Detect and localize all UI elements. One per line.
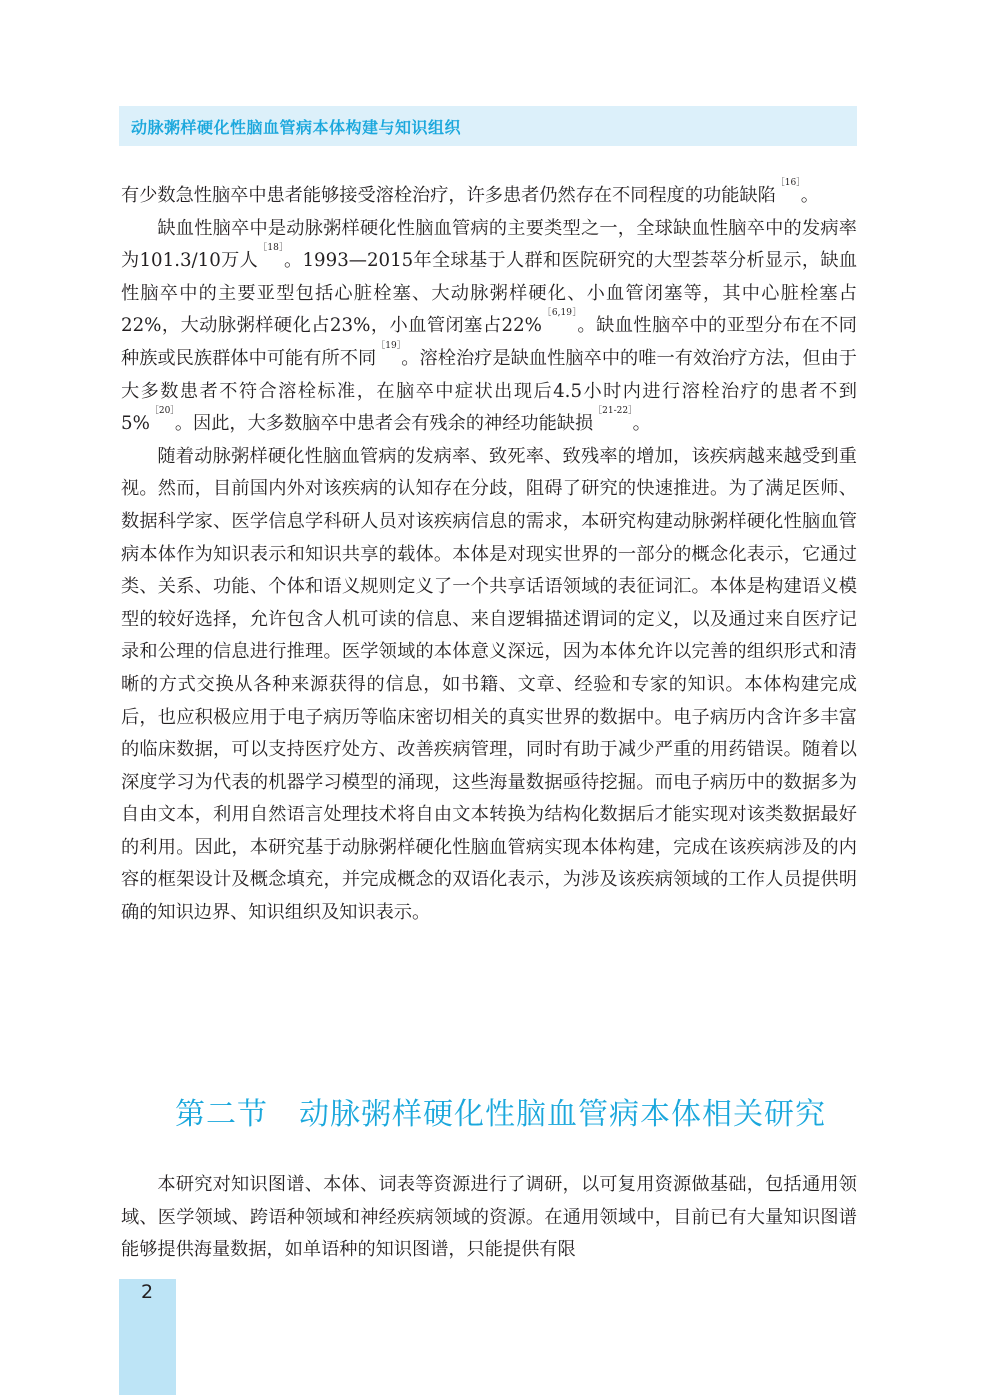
paragraph-2-text-b: 。1993—2015年全球基于人群和医院研究的大型荟萃分析显示，缺血性脑卒中的主要亚型包括心脏栓塞、大动脉粥样硬化、小血管闭塞等，其中心脏栓塞占22%，大动脉粥样硬化占23%，小血管闭塞占22% [121, 250, 858, 337]
citation-6-19: ［6,19］ [541, 308, 578, 319]
paragraph-1 [121, 180, 857, 213]
citation-18: ［18］ [258, 243, 284, 254]
citation-16: ［16］ [775, 178, 801, 188]
running-header [119, 106, 857, 146]
paragraph-2-text-c: 。缺血性脑卒中的亚型分布在不同种族或民族群体中可能有所不同 [121, 315, 857, 369]
paragraph-2-text-e: 。因此，大多数脑卒中患者会有残余的神经功能缺损 [174, 413, 594, 435]
body-text-section-2 [121, 1169, 857, 1267]
citation-21-22: ［21-22］ [593, 406, 633, 417]
paragraph-1-text-b: 。 [800, 185, 819, 206]
citation-19: ［19］ [376, 340, 402, 351]
paragraph-2-text-d: 。溶栓治疗是缺血性脑卒中的唯一有效治疗方法，但由于大多数患者不符合溶栓标准，在脑卒中症状出现后4.5小时内进行溶栓治疗的患者不到5% [121, 347, 857, 435]
paragraph-2 [121, 213, 857, 441]
paragraph-2-text-f: 。 [632, 413, 651, 435]
citation-20: ［20］ [149, 406, 175, 417]
paragraph-3: 随着动脉粥样硬化性脑血管病的发病率、致死率、致残率的增加，该疾病越来越受到重视。然而，目前国内外对该疾病的认知存在分歧，阻碍了研究的快速推进。为了满足医师、数据科学家、医学信息学科研人员对该疾病信息的需求，本研究构建动脉粥样硬化性脑血管病本体作为知识表示和知识共享的载体。本体是对现实世界的一部分的概念化表示，它通过类、关系、功能、个体和语义规则定义了一个共享话语领域的表征词汇。本体是构建语义模型的较好选择，允许包含人机可读的信息、来自逻辑描述谓词的定义，以及通过来自医疗记录和公理的信息进行推理。医学领域的本体意义深远，因为本体允许以完善的组织形式和清晰的方式交换从各种来源获得的信息，如书籍、文章、经验和专家的知识。本体构建完成后，也应积极应用于电子病历等临床密切相关的真实世界的数据中。电子病历内含许多丰富的临床数据，可以支持医疗处方、改善疾病管理，同时有助于减少严重的用药错误。随着以深度学习为代表的机器学习模型的涌现，这些海量数据亟待挖掘。而电子病历中的数据多为自由文本，利用自然语言处理技术将自由文本转换为结构化数据后才能实现对该类数据最好的利用。因此，本研究基于动脉粥样硬化性脑血管病实现本体构建，完成在该疾病涉及的内容的框架设计及概念填充，并完成概念的双语化表示，为涉及该疾病领域的工作人员提供明确的知识边界、知识组织及知识表示。 [121, 445, 857, 924]
section-heading: 第二节 动脉粥样硬化性脑血管病本体相关研究 [175, 1097, 826, 1132]
running-header-title: 动脉粥样硬化性脑血管病本体构建与知识组织 [131, 118, 462, 137]
paragraph-4: 本研究对知识图谱、本体、词表等资源进行了调研，以可复用资源做基础，包括通用领域、医学领域、跨语种领域和神经疾病领域的资源。在通用领域中，目前已有大量知识图谱能够提供海量数据，如单语种的知识图谱，只能提供有限 [121, 1174, 857, 1261]
page-number: 2 [141, 1281, 154, 1303]
page-number-tab [119, 1279, 176, 1395]
paragraph-1-text-a: 有少数急性脑卒中患者能够接受溶栓治疗，许多患者仍然存在不同程度的功能缺陷 [121, 185, 776, 206]
body-text-section-1 [121, 180, 857, 930]
paragraph-2-text-a: 缺血性脑卒中是动脉粥样硬化性脑血管病的主要类型之一，全球缺血性脑卒中的发病率为101.3/10万人 [121, 217, 857, 272]
